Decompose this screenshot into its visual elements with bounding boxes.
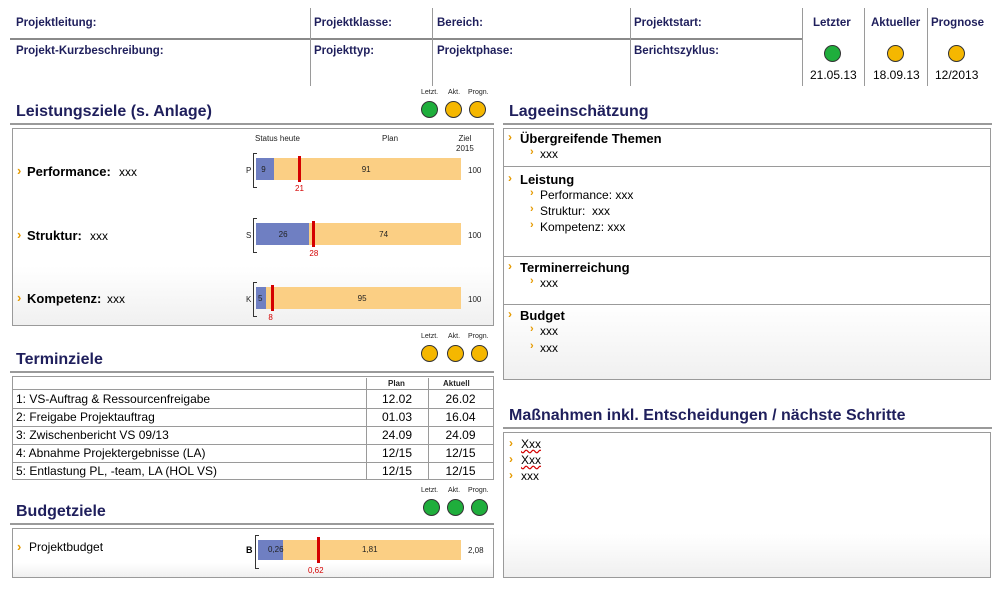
- mini-label-letzt: Letzt.: [421, 333, 439, 340]
- status-date: 21.05.13: [810, 68, 857, 82]
- chevron-right-icon: ›: [530, 340, 534, 352]
- chevron-right-icon: ›: [508, 130, 512, 144]
- chevron-right-icon: ›: [530, 187, 534, 199]
- budget-label: Projektbudget: [29, 540, 104, 554]
- budget-status-value: 0,26: [268, 545, 284, 554]
- lage-item: xxx: [540, 341, 558, 355]
- bar-status-value: 5: [258, 294, 263, 303]
- massnahmen-panel: [503, 432, 991, 578]
- bar-forecast-marker: [298, 156, 301, 182]
- lage-item: Performance: xxx: [540, 188, 634, 202]
- termin-indicator-letzt: [421, 345, 438, 362]
- projektleitung-label: Projektleitung:: [16, 17, 97, 29]
- chevron-right-icon: ›: [17, 539, 22, 554]
- termin-aktuell: 12/15: [428, 444, 493, 462]
- col-plan: Plan: [382, 134, 399, 143]
- massnahme-item: xxx: [521, 469, 539, 483]
- termin-aktuell: 24.09: [428, 426, 493, 444]
- leistung-label: Struktur:: [27, 228, 82, 243]
- col-ziel: Ziel 2015: [456, 134, 474, 153]
- bar-code: B: [246, 545, 253, 555]
- lage-group-heading: Terminerreichung: [520, 260, 630, 275]
- budget-forecast-value: 0,62: [308, 566, 324, 575]
- budget-forecast-marker: [317, 537, 320, 563]
- budget-indicator-letzt: [423, 499, 440, 516]
- termin-table: [13, 390, 493, 480]
- status-indicator-aktueller: [887, 45, 904, 62]
- chevron-right-icon: ›: [530, 275, 534, 287]
- bar-plan-value: 91: [361, 165, 371, 174]
- status-col-label: Aktueller: [871, 17, 921, 29]
- table-row: [13, 390, 493, 408]
- chevron-right-icon: ›: [530, 323, 534, 335]
- chevron-right-icon: ›: [530, 146, 534, 158]
- budget-indicator-progn: [471, 499, 488, 516]
- termin-name: 4: Abnahme Projektergebnisse (LA): [13, 444, 366, 462]
- col-plan: Plan: [388, 379, 405, 388]
- bar-target: 100: [468, 295, 482, 304]
- lage-item: xxx: [540, 147, 558, 161]
- leistung-indicator-letzt: [421, 101, 438, 118]
- projekttyp-label: Projekttyp:: [314, 45, 375, 57]
- termin-name: 3: Zwischenbericht VS 09/13: [13, 426, 366, 444]
- col-aktuell: Aktuell: [443, 379, 470, 388]
- mini-label-progn: Progn.: [468, 333, 489, 340]
- termin-name: 2: Freigabe Projektauftrag: [13, 408, 366, 426]
- table-row: [13, 426, 493, 444]
- leistung-bar: [256, 158, 461, 193]
- lage-item: xxx: [540, 324, 558, 338]
- bar-status-value: 26: [278, 230, 288, 239]
- chevron-right-icon: ›: [509, 452, 513, 466]
- leistung-indicator-akt: [445, 101, 462, 118]
- status-date: 18.09.13: [873, 68, 920, 82]
- budget-target: 2,08: [468, 546, 484, 555]
- bar-forecast-value: 8: [268, 313, 273, 322]
- projektphase-label: Projektphase:: [437, 45, 514, 57]
- budget-plan-value: 1,81: [362, 545, 378, 554]
- chevron-right-icon: ›: [508, 259, 512, 273]
- lage-item: xxx: [540, 276, 558, 290]
- chevron-right-icon: ›: [530, 203, 534, 215]
- bar-target: 100: [468, 166, 482, 175]
- termin-aktuell: 12/15: [445, 464, 476, 479]
- budgetziele-title: Budgetziele: [16, 503, 106, 520]
- termin-plan: 12/15: [381, 464, 413, 479]
- termin-plan: 12.02: [366, 390, 428, 408]
- table-row: [13, 462, 493, 480]
- projektstart-label: Projektstart:: [634, 17, 702, 29]
- mini-label-progn: Progn.: [468, 487, 489, 494]
- chevron-right-icon: ›: [530, 219, 534, 231]
- mini-label-progn: Progn.: [468, 89, 489, 96]
- termin-plan: 24.09: [366, 426, 428, 444]
- termin-indicator-progn: [471, 345, 488, 362]
- termin-plan: 01.03: [366, 408, 428, 426]
- table-row: [13, 444, 493, 462]
- bar-forecast-marker: [271, 285, 274, 311]
- chevron-right-icon: ›: [17, 163, 22, 178]
- chevron-right-icon: ›: [17, 227, 22, 242]
- col-status-heute: Status heute: [255, 134, 300, 143]
- chevron-right-icon: ›: [509, 436, 513, 450]
- leistung-label: Kompetenz:: [27, 291, 102, 306]
- leistung-value: xxx: [119, 165, 137, 179]
- termin-name: 1: VS-Auftrag & Ressourcenfreigabe: [13, 390, 366, 408]
- mini-label-akt: Akt.: [448, 333, 461, 340]
- bar-status-value: 9: [261, 165, 266, 174]
- chevron-right-icon: ›: [509, 468, 513, 482]
- termin-aktuell: 16.04: [428, 408, 493, 426]
- massnahme-item: Xxx: [521, 453, 542, 467]
- lage-group-heading: Budget: [520, 308, 565, 323]
- bar-target: 100: [468, 231, 482, 240]
- status-col-label: Prognose: [931, 17, 985, 29]
- lage-group-heading: Leistung: [520, 172, 575, 187]
- massnahme-item: Xxx: [521, 437, 542, 451]
- bar-forecast-value: 28: [309, 249, 319, 258]
- bar-plan-value: 74: [379, 230, 389, 239]
- bar-code: P: [246, 166, 252, 175]
- leistung-label: Performance:: [27, 164, 111, 179]
- berichtszyklus-label: Berichtszyklus:: [634, 45, 720, 57]
- mini-label-akt: Akt.: [448, 487, 461, 494]
- mini-label-letzt: Letzt.: [421, 487, 439, 494]
- leistung-bar: [256, 287, 461, 322]
- terminziele-title: Terminziele: [16, 351, 103, 368]
- bereich-label: Bereich:: [437, 17, 484, 29]
- bar-forecast-marker: [312, 221, 315, 247]
- termin-plan: 12/15: [366, 444, 428, 462]
- bar-code: S: [246, 231, 252, 240]
- chevron-right-icon: ›: [508, 171, 512, 185]
- status-date: 12/2013: [935, 68, 979, 82]
- termin-aktuell: 26.02: [428, 390, 493, 408]
- termin-indicator-akt: [447, 345, 464, 362]
- budget-indicator-akt: [447, 499, 464, 516]
- mini-label-akt: Akt.: [448, 89, 461, 96]
- table-row: [13, 408, 493, 426]
- massnahmen-title: Maßnahmen inkl. Entscheidungen / nächste Schritte: [509, 407, 906, 424]
- lage-group-heading: Übergreifende Themen: [520, 131, 662, 146]
- kurzbeschreibung-label: Projekt-Kurzbeschreibung:: [16, 45, 164, 57]
- lage-title: Lageeinschätzung: [509, 103, 649, 120]
- chevron-right-icon: ›: [508, 307, 512, 321]
- leistungsziele-title: Leistungsziele (s. Anlage): [16, 103, 212, 120]
- mini-label-letzt: Letzt.: [421, 89, 439, 96]
- leistung-indicator-progn: [469, 101, 486, 118]
- projektklasse-label: Projektklasse:: [314, 17, 392, 29]
- bar-plan-value: 95: [357, 294, 367, 303]
- chevron-right-icon: ›: [17, 290, 22, 305]
- lage-item: Struktur: xxx: [540, 204, 611, 218]
- leistung-value: xxx: [90, 229, 108, 243]
- lage-item: Kompetenz: xxx: [540, 220, 626, 234]
- bar-code: K: [246, 295, 252, 304]
- budget-bar: [258, 540, 461, 560]
- status-col-label: Letzter: [813, 17, 851, 29]
- bar-forecast-value: 21: [295, 184, 304, 193]
- status-indicator-letzter: [824, 45, 841, 62]
- leistung-bar: [256, 223, 461, 258]
- termin-name: 5: Entlastung PL, -team, LA (HOL VS): [16, 464, 217, 479]
- leistung-value: xxx: [107, 292, 125, 306]
- status-indicator-prognose: [948, 45, 965, 62]
